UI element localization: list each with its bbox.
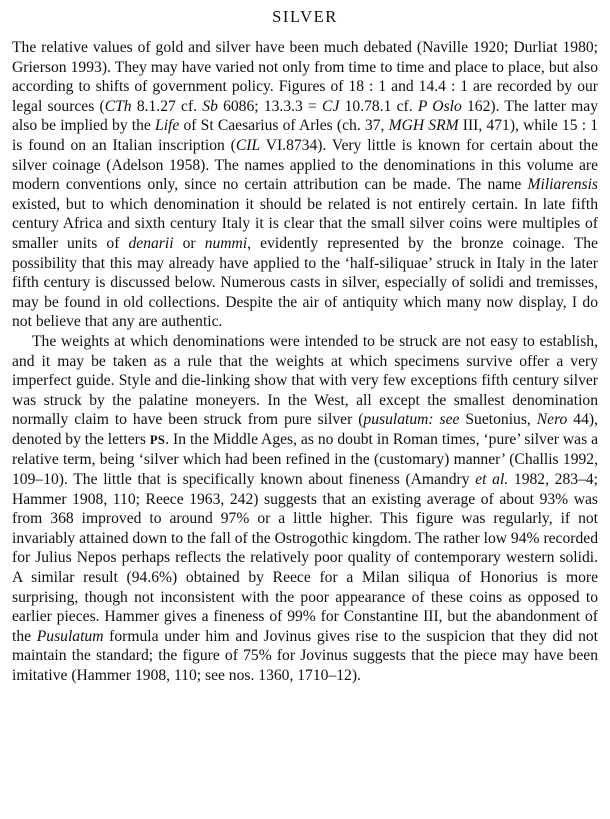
paragraph2-segment: formula under him and Jovinus gives rise to the suspicion that they did not maintain the standard; the figure of 75% for Jovinus suggests that the piece may have been imitative (Hammer 1908, 110; see nos. 1360, 1710–12). <box>12 627 599 684</box>
paragraph2-segment: et al. <box>475 471 509 489</box>
paragraph1-segment: , evidently represented by the bronze coinage. The possibility that this may already have applied to the ‘half-siliquae’ struck in Italy in the later fifth century is discussed below. Numerous casts in silver, especially of solidi and tremisses, may be found in old collections. Despite the air of antiquity which many now display, I do not believe that any are authentic. <box>12 234 598 331</box>
paragraph1-segment: of St Caesarius of Arles (ch. 37, <box>179 117 389 135</box>
paragraph-2 <box>12 332 598 686</box>
paragraph2-segment: Suetonius, <box>459 411 537 429</box>
paragraph1-segment: 8.1.27 cf. <box>131 97 203 115</box>
paragraph1-segment: denarii <box>128 234 174 252</box>
paragraph2-segment: PS <box>149 432 166 447</box>
paragraph2-segment: 1982, 283–4; Hammer 1908, 110; Reece 1963, 242) suggests that an existing average of about 93% was from 368 improved to around 97% or a little higher. This figure was regularly, if not invariably attained down to the fall of the Ostrogothic kingdom. The rather low 94% recorded for Julius Nepos perhaps reflects the relatively poor quality of contemporary western solidi. A similar result (94.6%) obtained by Reece for a Milan siliqua of Honorius is more surprising, though not inconsistent with the poor appearance of these coins as opposed to earlier pieces. Hammer gives a fineness of 99% for Constantine III, but the abandonment of the <box>12 471 598 645</box>
paragraph1-segment: 162). The latter may also be implied by the <box>12 97 598 135</box>
paragraph2-segment: Nero <box>536 411 568 429</box>
paragraph1-segment: CTh <box>104 97 132 115</box>
paragraph1-segment: MGH SRM <box>388 117 459 135</box>
paragraph2-segment: The weights at which denominations were intended to be struck are not easy to establish, and it may be taken as a rule that the weights at which specimens survive offer a very imperfect guide. Style and die-linking show that with very few exceptions fifth century silver was struck by the palatine moneyers. In the West, all except the smallest denomination normally claim to have been struck from pure silver ( <box>12 332 598 429</box>
paragraph1-segment: existed, but to which denomination it should be related is not entirely certain. In late fifth century Africa and sixth century Italy it is clear that the small silver coins were multiples of smaller units of <box>12 195 598 252</box>
paragraph2-segment: . In the Middle Ages, as no doubt in Roman times, ‘pure’ silver was a relative term, being ‘silver which had been refined in the (customary) manner’ (Challis 1992, 109–10). The little that is specifically known about fineness (Amandry <box>12 430 598 489</box>
paragraph1-segment: The relative values of gold and silver have been much debated (Naville 1920; Durliat 1980; Grierson 1993). They may have varied not only from time to time and place to place, but also according to shifts of government policy. Figures of 18 : 1 and 14.4 : 1 are recorded by our legal sources ( <box>12 39 598 115</box>
paragraph1-segment: Miliarensis <box>527 176 598 194</box>
paragraph2-segment: 44), denoted by the letters <box>12 411 598 448</box>
paragraph1-segment: 6086; 13.3.3 = <box>217 97 323 115</box>
paragraph1-segment: 10.78.1 cf. <box>339 97 418 115</box>
paragraph-1 <box>12 38 598 332</box>
paragraph1-segment: CIL <box>235 136 261 154</box>
paragraph1-segment: Life <box>155 117 180 135</box>
paragraph1-segment: III, 471), while 15 : 1 is found on an Italian inscription ( <box>12 117 599 154</box>
paragraph1-segment: P Oslo <box>417 97 462 115</box>
paragraph1-segment: CJ <box>322 97 340 115</box>
paragraph2-segment: Pusulatum <box>36 627 104 645</box>
paragraph1-segment: or <box>173 234 205 252</box>
document-page <box>12 6 598 686</box>
section-heading: SILVER <box>272 7 338 26</box>
paragraph1-segment: VI.8734). Very little is known for certain about the silver coinage (Adelson 1958). The names applied to the denominations in this volume are modern conventions only, since no certain attribution can be made. The name <box>12 136 598 194</box>
paragraph1-segment: Sb <box>202 97 218 115</box>
paragraph2-segment: pusulatum: see <box>363 411 460 429</box>
paragraph1-segment: nummi <box>204 234 248 252</box>
